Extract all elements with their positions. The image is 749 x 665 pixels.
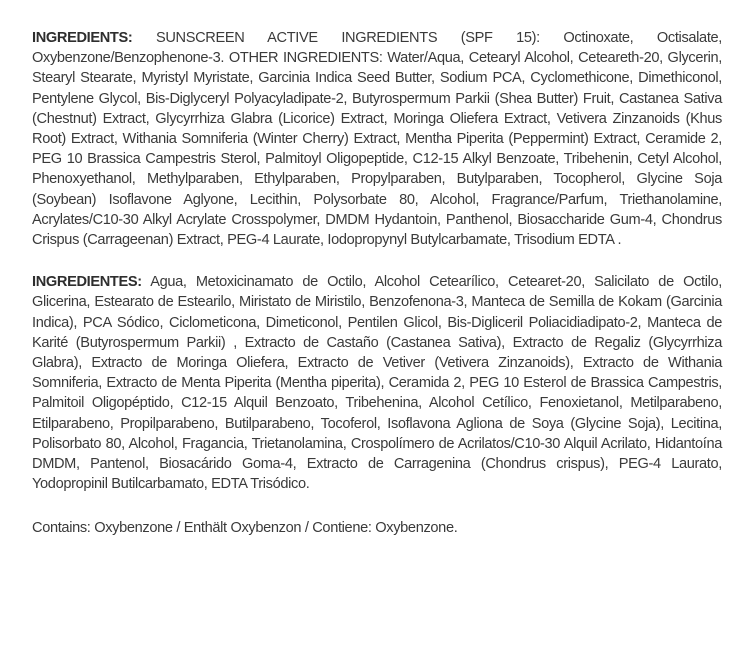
english-ingredients-text: SUNSCREEN ACTIVE INGREDIENTS (SPF 15): Octinoxate, Octisalate, Oxybenzone/Benzophenone-3. OTHER INGREDIENTS: Water/Aqua, Cetearyl Alcohol, Ceteareth-20, Glycerin, Stearyl Stearate, Myristyl Myristate, Garcinia Indica Seed Butter, Sodium PCA, Cyclomethicone, Dimethiconol, Pentylene Glycol, Bis-Diglyceryl Polyacyladipate-2, Butyrospermum Parkii (Shea Butter) Fruit, Castanea Sativa (Chestnut) Extract, Glycyrrhiza Glabra (Licorice) Extract, Moringa Oliefera Extract, Vetivera Zinzanoids (Khus Root) Extract, Withania Somniferia (Winter Cherry) Extract, Mentha Piperita (Peppermint) Extract, Ceramide 2, PEG 10 Brassica Campestris Sterol, Palmitoyl Oligopeptide, C12-15 Alkyl Benzoate, Tribehenin, Cetyl Alcohol, Phenoxyethanol, Methylparaben, Ethylparaben, Propylparaben, Butylparaben, Tocopherol, Glycine Soja (Soybean) Isoflavone Aglyone, Lecithin, Polysorbate 80, Alcohol, Fragrance/Parfum, Triethanolamine, Acrylates/C10-30 Alkyl Acrylate Crosspolymer, DMDM Hydantoin, Panthenol, Biosaccharide Gum-4, Chondrus Crispus (Carrageenan) Extract, PEG-4 Laurate, Iodopropynyl Butylcarbamate, Trisodium EDTA . [32, 30, 722, 249]
spanish-ingredients-text: Agua, Metoxicinamato de Octilo, Alcohol Cetearílico, Cetearet-20, Salicilato de Octilo, Glicerina, Estearato de Estearilo, Miristato de Miristilo, Benzofenona-3, Manteca de Semilla de Kokam (Garcinia Indica), PCA Sódico, Ciclometicona, Dimeticonol, Pentilen Glicol, Bis-Digliceril Poliacidiadipato-2, Manteca de Karité (Butyrospermum Parkii) , Extracto de Castaño (Castanea Sativa), Extracto de Regaliz (Glycyrrhiza Glabra), Extracto de Moringa Oliefera, Extracto de Vetiver (Vetivera Zinzanoids), Extracto de Withania Somniferia, Extracto de Menta Piperita (Mentha piperita), Ceramida 2, PEG 10 Esterol de Brassica Campestris, Palmitoil Oligopéptido, C12-15 Alquil Benzoato, Tribehenina, Alcohol Cetílico, Fenoxietanol, Metilparabeno, Etilparabeno, Propilparabeno, Butilparabeno, Tocoferol, Isoflavona Agliona de Soya (Glycine Soja), Lecitina, Polisorbato 80, Alcohol, Fragancia, Trietanolamina, Crospolímero de Acrilatos/C10-30 Alquil Acrilato, Hidantoína DMDM, Pantenol, Biosacárido Goma-4, Extracto de Carragenina (Chondrus crispus), PEG-4 Laurato, Yodopropinil Butilcarbamato, EDTA Trisódico. [32, 274, 722, 493]
spanish-ingredients-heading: INGREDIENTES: [32, 274, 142, 291]
english-ingredients-paragraph [32, 28, 722, 250]
contains-statement: Contains: Oxybenzone / Enthält Oxybenzon / Contiene: Oxybenzone. [32, 520, 458, 537]
spanish-ingredients-paragraph [32, 272, 722, 494]
english-ingredients-heading: INGREDIENTS: [32, 30, 133, 46]
